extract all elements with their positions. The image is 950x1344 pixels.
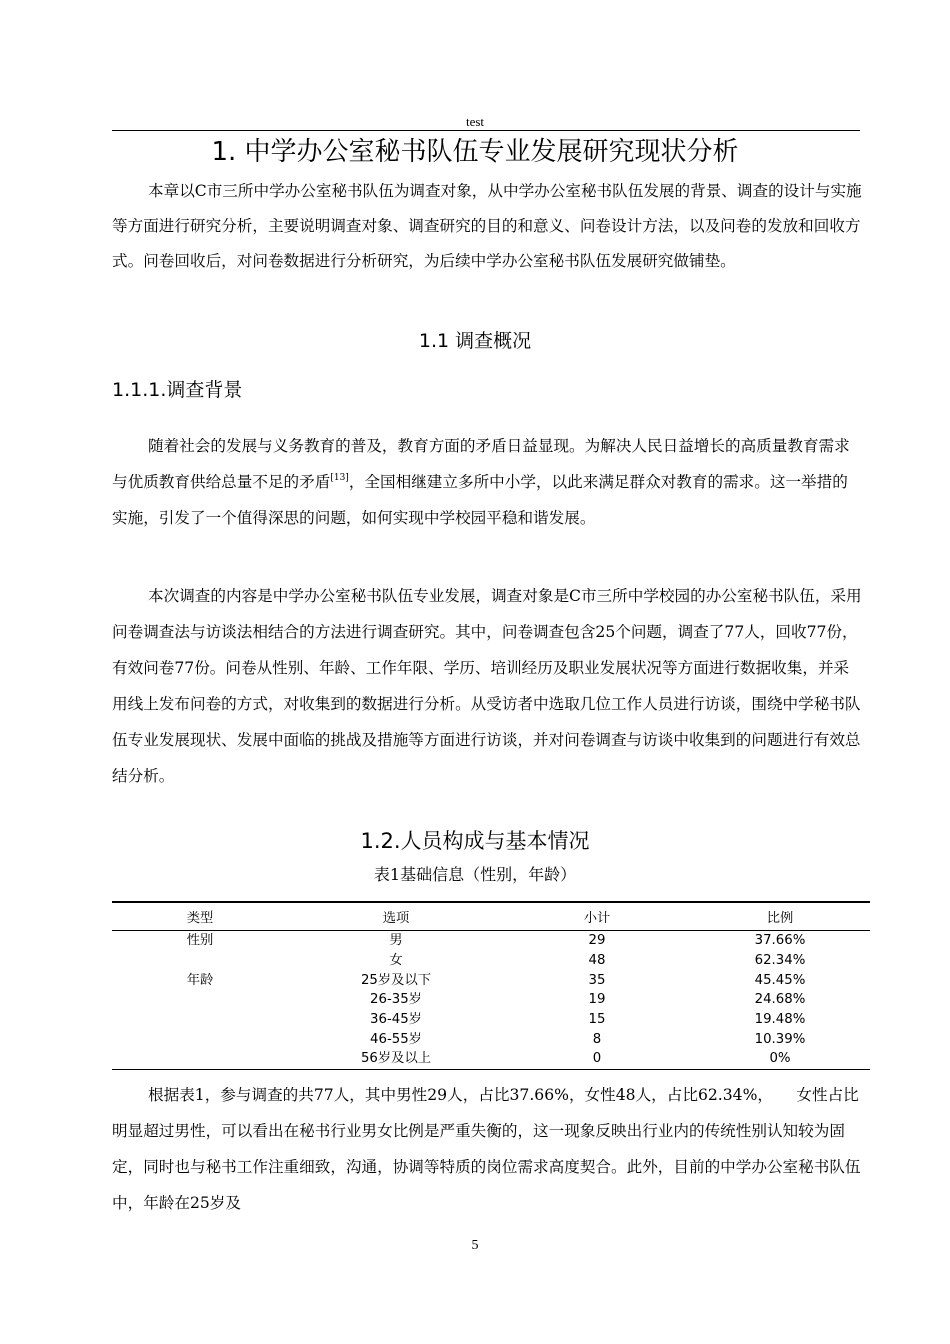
cell-ratio: 0% xyxy=(769,1051,791,1067)
header-subtotal: 小计 xyxy=(583,911,611,926)
cell-option: 26-35岁 xyxy=(370,992,422,1008)
table-header-row xyxy=(112,902,870,931)
section-1-1-title: 1.1 调查概况 xyxy=(418,330,532,352)
citation-ref[interactable]: [13] xyxy=(330,473,349,483)
analysis-paragraph xyxy=(112,1077,862,1221)
cell-option: 46-55岁 xyxy=(370,1031,422,1047)
cell-option: 25岁及以下 xyxy=(360,972,432,988)
table-row xyxy=(112,1029,870,1049)
cell-type xyxy=(112,1049,288,1069)
chapter-title: 1. 中学办公室秘书队伍专业发展研究现状分析 xyxy=(211,137,739,167)
cell-type xyxy=(112,951,288,971)
cell-ratio: 45.45% xyxy=(754,972,806,988)
cell-subtotal: 0 xyxy=(592,1051,602,1067)
section-1-2-title: 1.2.人员构成与基本情况 xyxy=(360,829,590,853)
header-type: 类型 xyxy=(186,911,214,926)
basic-info-table xyxy=(112,901,870,1070)
table-row xyxy=(112,951,870,971)
cell-ratio: 19.48% xyxy=(754,1012,806,1028)
cell-subtotal: 29 xyxy=(588,933,606,949)
cell-type: 性别 xyxy=(186,933,214,949)
header-option: 选项 xyxy=(382,911,410,926)
intro-text: 本章以C市三所中学办公室秘书队伍为调查对象，从中学办公室秘书队伍发展的背景、调查的设计与实施等方面进行研究分析，主要说明调查对象、调查研究的目的和意义、问卷设计方法，以及问卷的发放和回收方式。问卷回收后，对问卷数据进行分析研究，为后续中学办公室秘书队伍发展研究做铺垫。 xyxy=(112,182,862,270)
cell-subtotal: 48 xyxy=(588,953,606,969)
paragraph-text-before-citation: 随着社会的发展与义务教育的普及，教育方面的矛盾日益显现。为解决人民日益增长的高质量教育需求与优质教育供给总量不足的矛盾 xyxy=(112,437,850,491)
cell-type: 年龄 xyxy=(186,972,214,988)
cell-ratio: 24.68% xyxy=(754,992,806,1008)
cell-option: 36-45岁 xyxy=(370,1012,422,1028)
cell-option: 56岁及以上 xyxy=(360,1051,432,1067)
running-header: test xyxy=(465,114,485,129)
page-number: 5 xyxy=(471,1238,479,1253)
table-caption: 表1基础信息（性别，年龄） xyxy=(373,865,577,884)
cell-option: 女 xyxy=(389,953,403,969)
cell-subtotal: 8 xyxy=(592,1031,602,1047)
cell-type xyxy=(112,990,288,1010)
cell-type xyxy=(112,1029,288,1049)
table-row xyxy=(112,1049,870,1069)
table-row xyxy=(112,931,870,951)
survey-background-paragraph xyxy=(112,428,862,536)
cell-subtotal: 15 xyxy=(588,1012,606,1028)
paragraph-text-after-citation: ，全国相继建立多所中小学，以此来满足群众对教育的需求。这一举措的实施，引发了一个值得深思的问题，如何实现中学校园平稳和谐发展。 xyxy=(112,473,848,527)
table-row xyxy=(112,990,870,1010)
table-row xyxy=(112,970,870,990)
cell-ratio: 62.34% xyxy=(754,953,806,969)
intro-paragraph xyxy=(112,174,862,279)
cell-type xyxy=(112,1010,288,1030)
cell-ratio: 37.66% xyxy=(754,933,806,949)
cell-option: 男 xyxy=(389,933,403,949)
cell-subtotal: 35 xyxy=(588,972,606,988)
header-rule xyxy=(112,130,860,131)
analysis-text: 根据表1，参与调查的共77人，其中男性29人，占比37.66%，女性48人，占比62.34%， 女性占比明显超过男性，可以看出在秘书行业男女比例是严重失衡的，这一现象反映出行业内的传统性别认知较为固定，同时也与秘书工作注重细致，沟通，协调等特质的岗位需求高度契合。此外，目前的中学办公室秘书队伍中，年龄在25岁及 xyxy=(112,1086,861,1212)
table-row xyxy=(112,1010,870,1030)
header-ratio: 比例 xyxy=(766,911,794,926)
survey-content-text: 本次调查的内容是中学办公室秘书队伍专业发展，调查对象是C市三所中学校园的办公室秘书队伍，采用问卷调查法与访谈法相结合的方法进行调查研究。其中，问卷调查包含25个问题，调查了77人，回收77份，有效问卷77份。问卷从性别、年龄、工作年限、学历、培训经历及职业发展状况等方面进行数据收集，并采用线上发布问卷的方式，对收集到的数据进行分析。从受访者中选取几位工作人员进行访谈，围绕中学秘书队伍专业发展现状、发展中面临的挑战及措施等方面进行访谈，并对问卷调查与访谈中收集到的问题进行有效总结分析。 xyxy=(112,587,862,785)
survey-content-paragraph xyxy=(112,578,862,794)
cell-subtotal: 19 xyxy=(588,992,606,1008)
subsection-1-1-1-title: 1.1.1.调查背景 xyxy=(112,379,243,401)
cell-ratio: 10.39% xyxy=(754,1031,806,1047)
